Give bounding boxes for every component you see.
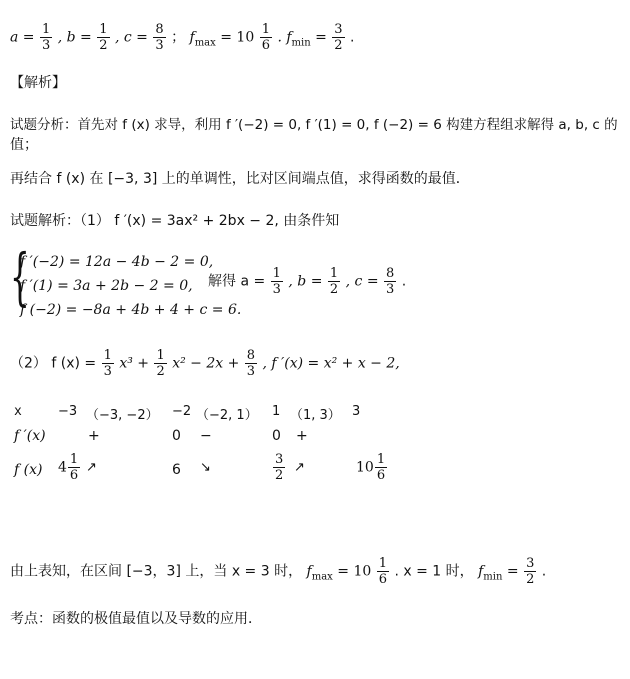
c-fmax-num: 1 — [378, 556, 388, 571]
part2-t2-fraction — [154, 348, 166, 379]
a-fraction — [40, 22, 52, 53]
table-f-m3 — [58, 452, 81, 483]
conclusion-end: . — [541, 563, 547, 580]
b-num: 1 — [99, 22, 108, 37]
fmax-den: 6 — [261, 38, 270, 53]
table-f-m2: 6 — [172, 462, 181, 478]
fmax-eq: = 10 — [220, 29, 255, 46]
system-eq3: f (−2) = −8a + 4b + 4 + c = 6. — [20, 302, 242, 318]
table-x-label: x — [14, 404, 22, 419]
t3-den: 3 — [246, 364, 256, 379]
c-fmax-den: 6 — [378, 572, 388, 587]
f-m3-fraction — [68, 452, 80, 483]
a-num: 1 — [41, 22, 51, 37]
kaodian-line: 考点：函数的极值最值以及导数的应用． — [10, 611, 262, 627]
a-label: a = — [10, 29, 35, 46]
t3-num: 8 — [246, 348, 256, 363]
sys-b-label: , b = — [288, 273, 323, 290]
fmin-sub: min — [291, 37, 311, 49]
sys-c-fraction — [384, 266, 396, 297]
fmax-sub: max — [194, 37, 216, 49]
f-3-den: 6 — [376, 468, 386, 483]
part2-line — [10, 348, 400, 379]
table-x-1: 1 — [272, 404, 281, 419]
fmin-den: 2 — [334, 38, 343, 53]
sys-b-num: 1 — [329, 266, 339, 281]
arrow-up-icon: ↗ — [86, 460, 97, 475]
b-fraction — [97, 22, 109, 53]
table-deriv-5: + — [296, 428, 308, 444]
c-den: 3 — [155, 38, 164, 53]
table-deriv-4: 0 — [272, 428, 281, 444]
table-deriv-3: − — [200, 428, 212, 444]
f-3-num: 1 — [376, 452, 386, 467]
fmax-num: 1 — [261, 22, 270, 37]
c-label: , c = — [114, 29, 148, 46]
f-1-fraction — [273, 452, 285, 483]
analysis-line-1b: 值； — [10, 137, 38, 153]
f-m3-num: 1 — [69, 452, 79, 467]
fmin-label: . f — [277, 29, 292, 46]
table-x-m3: −3 — [58, 404, 78, 419]
part2-deriv: , f ′(x) = x² + x − 2, — [262, 355, 400, 372]
c-fmax-fraction — [377, 556, 389, 587]
a-den: 3 — [41, 38, 51, 53]
arrow-up-icon: ↗ — [294, 460, 305, 475]
table-x-int3: （1, 3） — [290, 408, 341, 423]
f-3-whole: 10 — [356, 459, 374, 476]
c-fmin-den: 2 — [526, 572, 535, 587]
table-f-1 — [272, 452, 286, 483]
c-fmin-fraction — [524, 556, 536, 587]
f-m3-whole: 4 — [58, 459, 67, 476]
sys-a-num: 1 — [272, 266, 281, 281]
sys-end: . — [401, 273, 407, 290]
sys-c-den: 3 — [386, 282, 395, 297]
sys-b-den: 2 — [329, 282, 339, 297]
c-fmax-sub: max — [311, 571, 333, 583]
f-m3-den: 6 — [69, 468, 79, 483]
solution-line-1: 试题解析：（1） f ′(x) = 3ax² + 2bx − 2, 由条件知 — [10, 213, 340, 229]
table-f-3 — [356, 452, 388, 483]
arrow-down-icon: ↘ — [200, 460, 211, 475]
system-solution — [208, 266, 406, 297]
f-3-fraction — [375, 452, 387, 483]
t2-var: x² − 2x + — [172, 355, 240, 372]
answer-line — [10, 22, 354, 53]
c-fraction — [153, 22, 165, 53]
t1-num: 1 — [103, 348, 112, 363]
table-deriv-2: 0 — [172, 428, 181, 444]
fmin-eq: = — [315, 29, 327, 46]
sys-c-label: , c = — [345, 273, 379, 290]
fmin-fraction — [332, 22, 344, 53]
analysis-line-2: 再结合 f (x) 在 [−3, 3] 上的单调性，比对区间端点值，求得函数的最值． — [10, 171, 470, 187]
sys-b-fraction — [328, 266, 340, 297]
c-fmin-label: f — [478, 563, 484, 580]
f-1-den: 2 — [275, 468, 284, 483]
system-eq1: f ′(−2) = 12a − 4b − 2 = 0, — [20, 254, 214, 270]
table-deriv-1: + — [88, 428, 100, 444]
analysis-line-1: 试题分析：首先对 f (x) 求导，利用 f ′(−2) = 0, f ′(1) = 0, f (−2) = 6 构建方程组求解得 a, b, c 的 — [10, 117, 618, 133]
table-x-int1: （−3, −2） — [86, 408, 159, 423]
part2-t1-fraction — [102, 348, 114, 379]
table-x-3: 3 — [352, 404, 361, 419]
t1-den: 3 — [103, 364, 112, 379]
t2-num: 1 — [156, 348, 165, 363]
c-fmin-eq: = — [506, 563, 519, 580]
system-brace: { — [10, 240, 30, 313]
sys-a-fraction — [271, 266, 283, 297]
conclusion-line — [10, 556, 546, 587]
fmin-num: 3 — [334, 22, 343, 37]
c-fmin-sub: min — [483, 571, 503, 583]
conclusion-text2: . x = 1 时， — [394, 563, 474, 580]
c-num: 8 — [155, 22, 164, 37]
sys-c-num: 8 — [386, 266, 395, 281]
c-fmax-eq: = 10 — [337, 563, 372, 580]
fmax-fraction — [260, 22, 272, 53]
separator: ； — [171, 29, 186, 46]
conclusion-text1: 由上表知，在区间 [−3，3] 上，当 x = 3 时， — [10, 563, 303, 580]
b-label: , b = — [57, 29, 92, 46]
fmax-label: f — [189, 29, 195, 46]
system-eq2: f ′(1) = 3a + 2b − 2 = 0, — [20, 278, 193, 294]
f-1-num: 3 — [275, 452, 284, 467]
t2-den: 2 — [156, 364, 165, 379]
answer-end: . — [350, 29, 355, 46]
c-fmax-label: f — [306, 563, 312, 580]
b-den: 2 — [99, 38, 108, 53]
t1-var: x³ + — [119, 355, 150, 372]
table-x-m2: −2 — [172, 404, 192, 419]
table-f-label: f (x) — [14, 462, 43, 478]
c-fmin-num: 3 — [526, 556, 535, 571]
section-title: 【解析】 — [10, 75, 66, 91]
part2-t3-fraction — [245, 348, 257, 379]
table-deriv-label: f ′(x) — [14, 428, 46, 444]
part2-prefix: （2） f (x) = — [10, 355, 97, 372]
table-x-int2: （−2, 1） — [196, 408, 258, 423]
sys-a-den: 3 — [272, 282, 281, 297]
solve-label: 解得 a = — [208, 273, 266, 290]
